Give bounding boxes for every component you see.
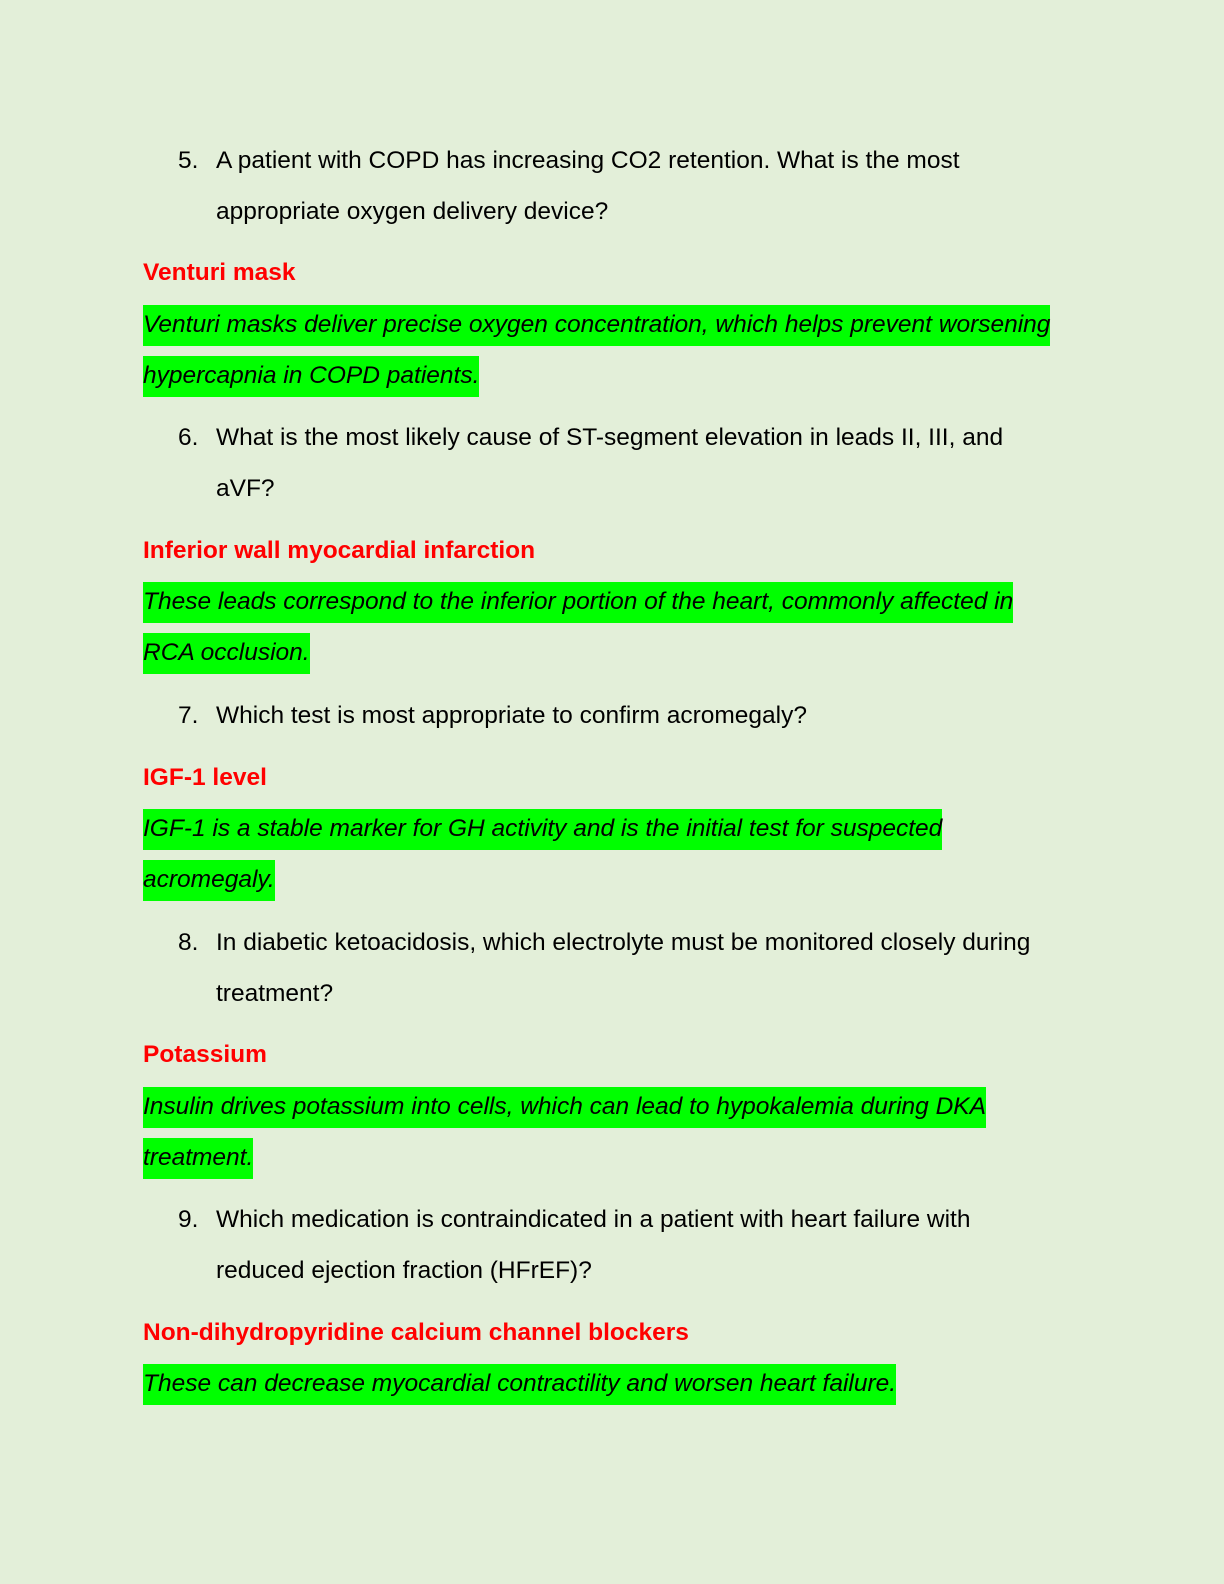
question-number: 6. [178, 424, 199, 451]
explanation-8 [143, 1081, 1063, 1183]
question-text: In diabetic ketoacidosis, which electrolyte must be monitored closely during treatment? [216, 929, 1031, 1007]
explanation-highlight: IGF-1 is a stable marker for GH activity and is the initial test for suspected acromegaly. [143, 809, 942, 901]
question-text: Which test is most appropriate to confirm acromegaly? [216, 702, 807, 729]
explanation-6 [143, 576, 1063, 678]
answer-8: Potassium [143, 1041, 267, 1068]
question-number: 8. [178, 929, 199, 956]
answer-6: Inferior wall myocardial infarction [143, 537, 536, 564]
question-9 [178, 1194, 1058, 1296]
question-number: 5. [178, 147, 199, 174]
explanation-5 [143, 299, 1063, 401]
explanation-highlight: These can decrease myocardial contractility and worsen heart failure. [143, 1364, 896, 1405]
explanation-9 [143, 1358, 1063, 1409]
question-6 [178, 412, 1058, 514]
question-8 [178, 917, 1058, 1019]
question-text: What is the most likely cause of ST-segment elevation in leads II, III, and aVF? [216, 424, 1004, 502]
question-text: A patient with COPD has increasing CO2 retention. What is the most appropriate oxygen delivery device? [216, 147, 960, 225]
explanation-highlight: Venturi masks deliver precise oxygen concentration, which helps prevent worsening hypercapnia in COPD patients. [143, 305, 1050, 397]
question-text: Which medication is contraindicated in a patient with heart failure with reduced ejection fraction (HFrEF)? [216, 1206, 971, 1284]
explanation-highlight: Insulin drives potassium into cells, which can lead to hypokalemia during DKA treatment. [143, 1087, 986, 1179]
answer-5: Venturi mask [143, 259, 296, 286]
question-number: 7. [178, 702, 199, 729]
question-7 [178, 690, 1058, 741]
answer-7: IGF-1 level [143, 764, 267, 791]
explanation-7 [143, 803, 1063, 905]
explanation-highlight: These leads correspond to the inferior portion of the heart, commonly affected in RCA occlusion. [143, 582, 1013, 674]
question-number: 9. [178, 1206, 199, 1233]
question-5 [178, 135, 1058, 237]
answer-9: Non-dihydropyridine calcium channel blockers [143, 1319, 689, 1346]
